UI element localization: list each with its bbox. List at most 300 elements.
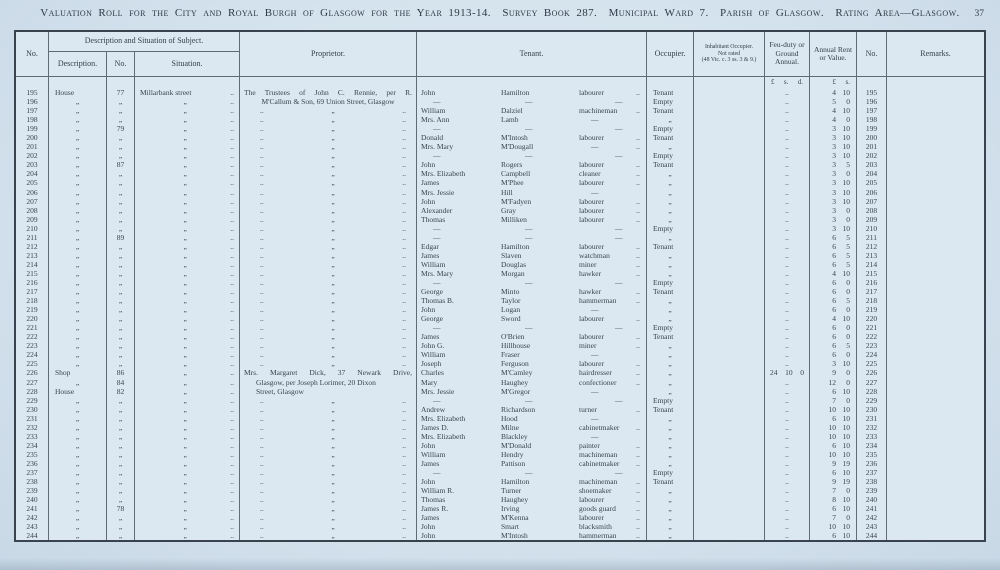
cell-situation: „ ..	[135, 450, 240, 459]
cell-no-right: 232	[857, 423, 887, 432]
cell-street-no: „	[107, 106, 135, 115]
cell-rent: 6 10	[810, 441, 857, 450]
cell-remarks	[887, 188, 984, 197]
cell-street-no: „	[107, 178, 135, 187]
feu-shillings-symbol: s.	[783, 78, 789, 86]
cell-rent: 5 0	[810, 97, 857, 106]
cell-inhabitant	[694, 341, 765, 350]
header-inhabitant-occupier	[694, 32, 765, 77]
cell-description: „	[49, 160, 107, 169]
money-row-spacer	[49, 77, 107, 88]
cell-inhabitant	[694, 269, 765, 278]
cell-no: 202	[16, 151, 49, 160]
cell-no: 226	[16, 368, 49, 377]
cell-feu-duty: ..	[765, 206, 810, 215]
cell-tenant: — — —	[417, 224, 647, 233]
cell-no: 201	[16, 142, 49, 151]
cell-street-no: „	[107, 142, 135, 151]
cell-remarks	[887, 160, 984, 169]
cell-feu-duty: ..	[765, 450, 810, 459]
cell-tenant: Alexander Gray labourer ..	[417, 206, 647, 215]
cell-description: House	[49, 387, 107, 396]
cell-street-no: „	[107, 468, 135, 477]
cell-no-right: 220	[857, 314, 887, 323]
money-row-spacer	[857, 77, 887, 88]
cell-remarks	[887, 224, 984, 233]
cell-proprietor: .. „ ..	[240, 197, 417, 206]
cell-occupier: „	[647, 459, 694, 468]
cell-description: „	[49, 169, 107, 178]
cell-rent: 3 0	[810, 206, 857, 215]
cell-tenant: William Fraser —	[417, 350, 647, 359]
cell-no-right: 228	[857, 387, 887, 396]
cell-remarks	[887, 522, 984, 531]
cell-occupier: „	[647, 197, 694, 206]
cell-feu-duty: ..	[765, 242, 810, 251]
cell-no-right: 215	[857, 269, 887, 278]
cell-remarks	[887, 368, 984, 377]
cell-situation: „ ..	[135, 188, 240, 197]
cell-occupier: Tenant	[647, 133, 694, 142]
cell-street-no: „	[107, 450, 135, 459]
cell-occupier: „	[647, 513, 694, 522]
cell-description: „	[49, 314, 107, 323]
cell-proprietor: .. „ ..	[240, 160, 417, 169]
cell-feu-duty: ..	[765, 169, 810, 178]
cell-description: „	[49, 133, 107, 142]
cell-no: 210	[16, 224, 49, 233]
cell-remarks	[887, 441, 984, 450]
cell-tenant: James D. Milne cabinetmaker ..	[417, 423, 647, 432]
cell-situation: „ ..	[135, 531, 240, 540]
cell-no-right: 243	[857, 522, 887, 531]
cell-occupier: „	[647, 450, 694, 459]
cell-occupier: „	[647, 269, 694, 278]
cell-proprietor: .. „ ..	[240, 133, 417, 142]
cell-feu-duty: ..	[765, 522, 810, 531]
cell-no-right: 197	[857, 106, 887, 115]
cell-no: 227	[16, 378, 49, 387]
cell-rent: 6 5	[810, 296, 857, 305]
cell-proprietor: .. „ ..	[240, 124, 417, 133]
cell-no-right: 231	[857, 414, 887, 423]
cell-no-right: 206	[857, 188, 887, 197]
cell-description: „	[49, 359, 107, 368]
cell-rent: 4 10	[810, 88, 857, 97]
cell-rent: 6 10	[810, 414, 857, 423]
cell-street-no: 86	[107, 368, 135, 377]
cell-no-right: 208	[857, 206, 887, 215]
cell-feu-duty: ..	[765, 531, 810, 540]
cell-occupier: „	[647, 359, 694, 368]
cell-tenant: James Slaven watchman ..	[417, 251, 647, 260]
cell-proprietor: .. „ ..	[240, 450, 417, 459]
cell-rent: 10 10	[810, 423, 857, 432]
cell-inhabitant	[694, 97, 765, 106]
cell-remarks	[887, 450, 984, 459]
cell-occupier: „	[647, 142, 694, 151]
cell-proprietor: .. „ ..	[240, 323, 417, 332]
cell-street-no: „	[107, 341, 135, 350]
cell-occupier: Empty	[647, 97, 694, 106]
cell-no-right: 196	[857, 97, 887, 106]
cell-remarks	[887, 296, 984, 305]
cell-situation: „ ..	[135, 178, 240, 187]
cell-feu-duty: ..	[765, 260, 810, 269]
cell-description: „	[49, 423, 107, 432]
cell-inhabitant	[694, 115, 765, 124]
cell-feu-duty: ..	[765, 477, 810, 486]
cell-tenant: James Pattison cabinetmaker ..	[417, 459, 647, 468]
cell-occupier: Tenant	[647, 242, 694, 251]
cell-street-no: 77	[107, 88, 135, 97]
money-row-spacer	[240, 77, 417, 88]
cell-rent: 3 10	[810, 124, 857, 133]
cell-situation: „ ..	[135, 296, 240, 305]
cell-feu-duty: ..	[765, 378, 810, 387]
cell-remarks	[887, 323, 984, 332]
cell-rent: 6 5	[810, 251, 857, 260]
cell-rent: 7 0	[810, 396, 857, 405]
cell-remarks	[887, 115, 984, 124]
cell-inhabitant	[694, 396, 765, 405]
cell-occupier: „	[647, 432, 694, 441]
cell-remarks	[887, 341, 984, 350]
cell-proprietor: .. „ ..	[240, 477, 417, 486]
cell-occupier: „	[647, 414, 694, 423]
cell-situation: „ ..	[135, 441, 240, 450]
cell-occupier: Empty	[647, 278, 694, 287]
cell-no: 225	[16, 359, 49, 368]
cell-tenant: Mrs. Elizabeth Campbell cleaner ..	[417, 169, 647, 178]
cell-situation: „ ..	[135, 432, 240, 441]
cell-remarks	[887, 314, 984, 323]
cell-rent: 3 10	[810, 142, 857, 151]
cell-proprietor: .. „ ..	[240, 188, 417, 197]
cell-inhabitant	[694, 350, 765, 359]
cell-street-no: „	[107, 133, 135, 142]
cell-rent: 3 10	[810, 359, 857, 368]
cell-occupier: Tenant	[647, 477, 694, 486]
cell-description: „	[49, 414, 107, 423]
cell-tenant: James M'Kenna labourer ..	[417, 513, 647, 522]
cell-proprietor: .. „ ..	[240, 504, 417, 513]
cell-no-right: 235	[857, 450, 887, 459]
cell-feu-duty: ..	[765, 115, 810, 124]
cell-no: 204	[16, 169, 49, 178]
cell-description: „	[49, 151, 107, 160]
cell-no: 220	[16, 314, 49, 323]
cell-description: „	[49, 332, 107, 341]
cell-no-right: 241	[857, 504, 887, 513]
feu-pounds-symbol: £	[771, 78, 775, 86]
cell-rent: 6 10	[810, 387, 857, 396]
cell-street-no: 87	[107, 160, 135, 169]
cell-inhabitant	[694, 468, 765, 477]
cell-tenant: Thomas Haughey labourer ..	[417, 495, 647, 504]
cell-occupier: Empty	[647, 468, 694, 477]
cell-remarks	[887, 414, 984, 423]
cell-feu-duty: ..	[765, 215, 810, 224]
cell-proprietor: .. „ ..	[240, 224, 417, 233]
cell-proprietor: .. „ ..	[240, 296, 417, 305]
cell-description: „	[49, 405, 107, 414]
cell-occupier: „	[647, 441, 694, 450]
cell-proprietor: Mrs. Margaret Dick, 37 Newark Drive,	[240, 368, 417, 377]
cell-description: „	[49, 513, 107, 522]
money-row-spacer	[887, 77, 984, 88]
cell-rent: 9 0	[810, 368, 857, 377]
cell-situation: „ ..	[135, 133, 240, 142]
cell-no: 200	[16, 133, 49, 142]
cell-street-no: „	[107, 477, 135, 486]
cell-no: 213	[16, 251, 49, 260]
cell-tenant: John Smart blacksmith ..	[417, 522, 647, 531]
cell-situation: „ ..	[135, 242, 240, 251]
cell-no: 239	[16, 486, 49, 495]
cell-tenant: William Douglas miner ..	[417, 260, 647, 269]
cell-remarks	[887, 206, 984, 215]
header-street-no: No.	[107, 52, 135, 77]
cell-tenant: Thomas B. Taylor hammerman ..	[417, 296, 647, 305]
cell-inhabitant	[694, 513, 765, 522]
cell-no: 235	[16, 450, 49, 459]
cell-feu-duty: ..	[765, 414, 810, 423]
rent-pounds-symbol: £	[832, 78, 836, 86]
header-occupier: Occupier.	[647, 32, 694, 77]
cell-street-no: „	[107, 423, 135, 432]
cell-remarks	[887, 486, 984, 495]
cell-remarks	[887, 197, 984, 206]
cell-street-no: „	[107, 206, 135, 215]
cell-inhabitant	[694, 178, 765, 187]
cell-rent: 10 10	[810, 432, 857, 441]
cell-no-right: 217	[857, 287, 887, 296]
money-row-spacer	[694, 77, 765, 88]
cell-proprietor: Glasgow, per Joseph Lorimer, 20 Dixon	[240, 378, 417, 387]
money-row-spacer	[417, 77, 647, 88]
cell-remarks	[887, 531, 984, 540]
cell-proprietor: .. „ ..	[240, 350, 417, 359]
cell-inhabitant	[694, 197, 765, 206]
cell-situation: „ ..	[135, 359, 240, 368]
money-row-spacer	[135, 77, 240, 88]
cell-tenant: Mrs. Jessie M'Gregor —	[417, 387, 647, 396]
cell-no: 205	[16, 178, 49, 187]
cell-rent: 4 10	[810, 269, 857, 278]
cell-proprietor: .. „ ..	[240, 423, 417, 432]
cell-description: „	[49, 459, 107, 468]
cell-inhabitant	[694, 495, 765, 504]
cell-feu-duty: ..	[765, 396, 810, 405]
cell-street-no: „	[107, 305, 135, 314]
cell-tenant: Charles M'Camley hairdresser ..	[417, 368, 647, 377]
cell-situation: „ ..	[135, 423, 240, 432]
cell-tenant: William Dalziel machineman ..	[417, 106, 647, 115]
cell-no-right: 229	[857, 396, 887, 405]
cell-street-no: „	[107, 296, 135, 305]
cell-feu-duty: ..	[765, 188, 810, 197]
cell-tenant: — — —	[417, 97, 647, 106]
cell-description: „	[49, 215, 107, 224]
cell-street-no: 84	[107, 378, 135, 387]
cell-street-no: „	[107, 188, 135, 197]
page-number: 37	[974, 9, 984, 19]
header-no-right: No.	[857, 32, 887, 77]
cell-occupier: Tenant	[647, 106, 694, 115]
cell-situation: „ ..	[135, 323, 240, 332]
cell-inhabitant	[694, 405, 765, 414]
cell-tenant: James R. Irving goods guard ..	[417, 504, 647, 513]
cell-occupier: „	[647, 522, 694, 531]
cell-street-no: „	[107, 224, 135, 233]
cell-no: 217	[16, 287, 49, 296]
cell-occupier: „	[647, 233, 694, 242]
cell-remarks	[887, 215, 984, 224]
cell-occupier: „	[647, 215, 694, 224]
cell-occupier: „	[647, 387, 694, 396]
cell-description: „	[49, 115, 107, 124]
cell-feu-duty: ..	[765, 314, 810, 323]
cell-situation: „ ..	[135, 151, 240, 160]
cell-no-right: 238	[857, 477, 887, 486]
cell-proprietor: .. „ ..	[240, 178, 417, 187]
cell-no-right: 218	[857, 296, 887, 305]
cell-occupier: „	[647, 251, 694, 260]
cell-inhabitant	[694, 305, 765, 314]
cell-inhabitant	[694, 260, 765, 269]
cell-tenant: Andrew Richardson turner ..	[417, 405, 647, 414]
cell-remarks	[887, 124, 984, 133]
cell-feu-duty: ..	[765, 287, 810, 296]
cell-street-no: „	[107, 414, 135, 423]
cell-street-no: „	[107, 495, 135, 504]
cell-no: 208	[16, 206, 49, 215]
cell-feu-duty: ..	[765, 278, 810, 287]
money-units-feu	[765, 77, 810, 88]
cell-remarks	[887, 359, 984, 368]
cell-tenant: Joseph Ferguson labourer ..	[417, 359, 647, 368]
cell-no-right: 198	[857, 115, 887, 124]
cell-rent: 10 10	[810, 450, 857, 459]
cell-rent: 6 0	[810, 332, 857, 341]
cell-tenant: Mrs. Mary Morgan hawker ..	[417, 269, 647, 278]
header-no: No.	[16, 32, 49, 77]
cell-tenant: William Hendry machineman ..	[417, 450, 647, 459]
cell-street-no: „	[107, 260, 135, 269]
cell-no: 195	[16, 88, 49, 97]
cell-rent: 10 10	[810, 405, 857, 414]
cell-situation: „ ..	[135, 332, 240, 341]
cell-inhabitant	[694, 251, 765, 260]
header-inhabitant-line3: (48 Vic. c. 3 ss. 3 & 9.)	[701, 57, 757, 64]
cell-inhabitant	[694, 477, 765, 486]
cell-occupier: „	[647, 504, 694, 513]
cell-occupier: „	[647, 368, 694, 377]
cell-street-no: „	[107, 251, 135, 260]
cell-no: 215	[16, 269, 49, 278]
cell-feu-duty: 24 10 0	[765, 368, 810, 377]
cell-rent: 6 10	[810, 504, 857, 513]
cell-inhabitant	[694, 414, 765, 423]
cell-tenant: John Logan —	[417, 305, 647, 314]
cell-inhabitant	[694, 160, 765, 169]
cell-situation: „ ..	[135, 215, 240, 224]
cell-street-no: „	[107, 531, 135, 540]
cell-occupier: „	[647, 495, 694, 504]
cell-no: 234	[16, 441, 49, 450]
cell-situation: Millarbank street ..	[135, 88, 240, 97]
cell-occupier: „	[647, 115, 694, 124]
cell-occupier: „	[647, 188, 694, 197]
cell-tenant: George Sword labourer ..	[417, 314, 647, 323]
cell-situation: „ ..	[135, 368, 240, 377]
cell-description: „	[49, 450, 107, 459]
cell-no: 232	[16, 423, 49, 432]
cell-inhabitant	[694, 423, 765, 432]
cell-proprietor: M'Callum & Son, 69 Union Street, Glasgow	[240, 97, 417, 106]
cell-description: Shop	[49, 368, 107, 377]
cell-description: „	[49, 396, 107, 405]
cell-no-right: 230	[857, 405, 887, 414]
valuation-table	[14, 30, 986, 542]
cell-street-no: „	[107, 287, 135, 296]
cell-no: 244	[16, 531, 49, 540]
cell-remarks	[887, 378, 984, 387]
cell-rent: 6 5	[810, 233, 857, 242]
cell-description: „	[49, 206, 107, 215]
cell-situation: „ ..	[135, 468, 240, 477]
cell-street-no: „	[107, 486, 135, 495]
cell-proprietor: .. „ ..	[240, 486, 417, 495]
cell-feu-duty: ..	[765, 160, 810, 169]
cell-street-no: „	[107, 332, 135, 341]
cell-proprietor: .. „ ..	[240, 206, 417, 215]
cell-inhabitant	[694, 233, 765, 242]
cell-street-no: „	[107, 323, 135, 332]
cell-rent: 6 0	[810, 287, 857, 296]
cell-street-no: „	[107, 169, 135, 178]
cell-no: 218	[16, 296, 49, 305]
cell-street-no: „	[107, 459, 135, 468]
cell-rent: 4 0	[810, 115, 857, 124]
cell-description: „	[49, 477, 107, 486]
cell-no-right: 205	[857, 178, 887, 187]
cell-situation: „ ..	[135, 124, 240, 133]
cell-feu-duty: ..	[765, 151, 810, 160]
cell-feu-duty: ..	[765, 224, 810, 233]
cell-proprietor: .. „ ..	[240, 332, 417, 341]
cell-street-no: „	[107, 513, 135, 522]
cell-remarks	[887, 468, 984, 477]
cell-feu-duty: ..	[765, 97, 810, 106]
cell-occupier: „	[647, 206, 694, 215]
cell-no-right: 224	[857, 350, 887, 359]
cell-occupier: Empty	[647, 323, 694, 332]
cell-inhabitant	[694, 368, 765, 377]
cell-rent: 8 10	[810, 495, 857, 504]
cell-rent: 3 10	[810, 188, 857, 197]
cell-occupier: „	[647, 486, 694, 495]
cell-description: „	[49, 378, 107, 387]
cell-inhabitant	[694, 296, 765, 305]
cell-no-right: 236	[857, 459, 887, 468]
cell-proprietor: .. „ ..	[240, 495, 417, 504]
cell-feu-duty: ..	[765, 332, 810, 341]
cell-no: 221	[16, 323, 49, 332]
cell-remarks	[887, 269, 984, 278]
cell-no: 243	[16, 522, 49, 531]
